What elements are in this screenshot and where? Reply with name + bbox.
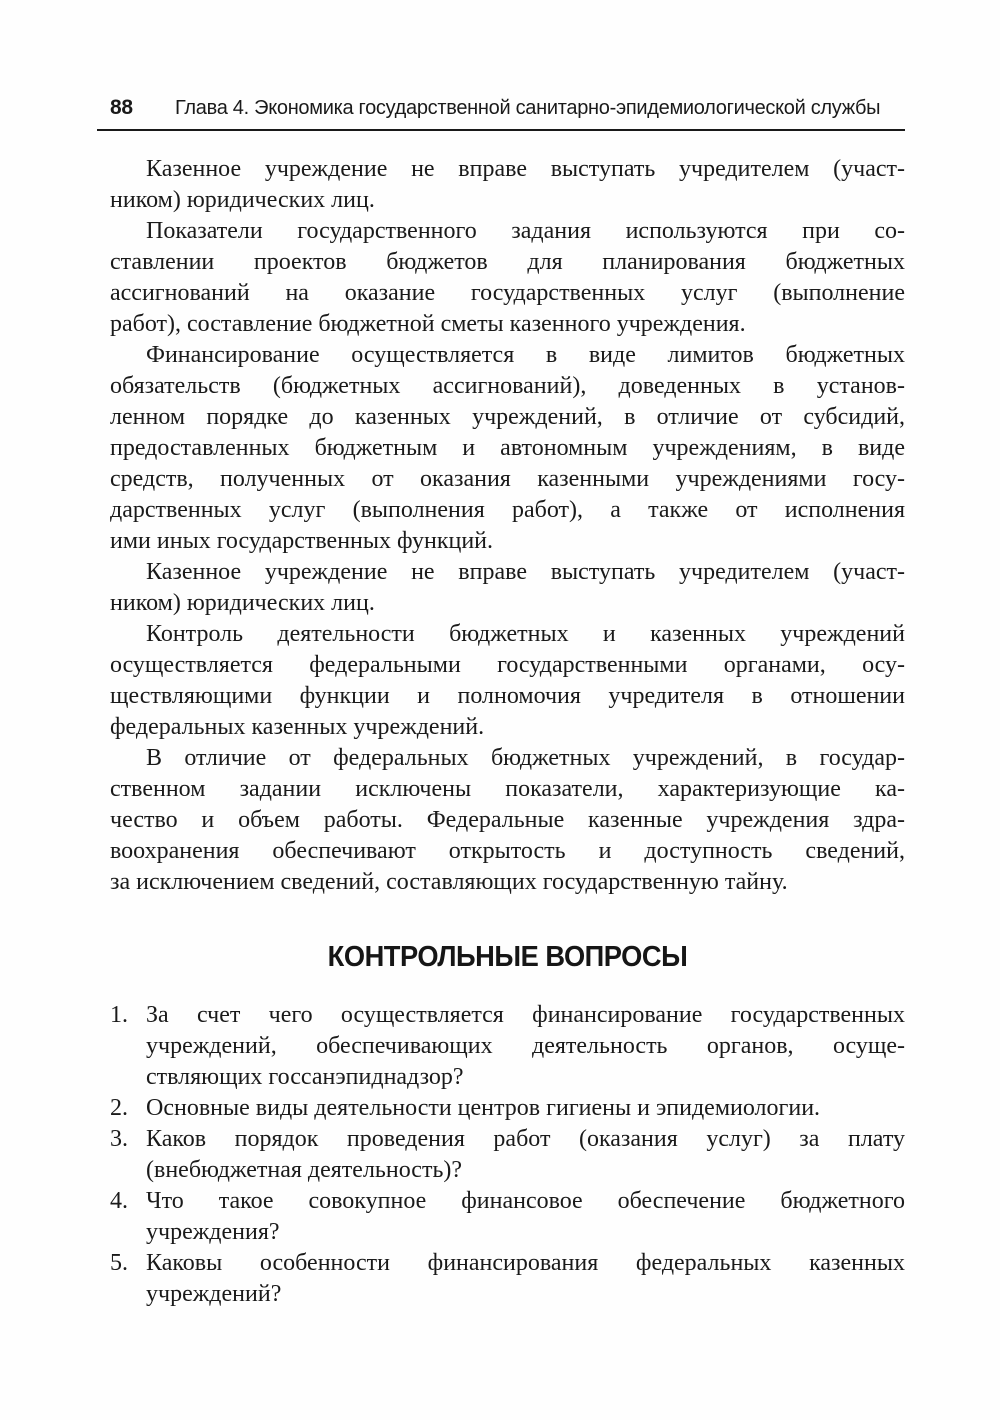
question-item — [110, 1124, 905, 1186]
text-line: ставлении проектов бюджетов для планирования бюджетных — [110, 249, 905, 275]
question-number: 4. — [110, 1188, 128, 1214]
question-number: 2. — [110, 1095, 128, 1121]
body-text — [110, 154, 905, 898]
text-line: ществляющими функции и полномочия учредителя в отношении — [110, 683, 905, 709]
text-line: федеральных казенных учреждений. — [110, 714, 485, 740]
question-text — [146, 1000, 905, 1093]
question-item — [110, 1093, 905, 1124]
question-text — [146, 1186, 905, 1248]
text-line: Что такое совокупное финансовое обеспечение бюджетного — [146, 1188, 905, 1214]
text-line: учреждения? — [146, 1219, 280, 1245]
text-line: (внебюджетная деятельность)? — [146, 1157, 463, 1183]
text-line: Казенное учреждение не вправе выступать учредителем (участ- — [146, 559, 905, 585]
text-line: средств, полученных от оказания казенными учреждениями госу- — [110, 466, 905, 492]
text-line: за исключением сведений, составляющих государственную тайну. — [110, 869, 788, 895]
text-line: обязательств (бюджетных ассигнований), доведенных в установ- — [110, 373, 905, 399]
paragraph — [110, 557, 905, 619]
paragraph — [110, 216, 905, 340]
question-number: 5. — [110, 1250, 128, 1276]
question-text — [146, 1124, 905, 1186]
text-line: Каков порядок проведения работ (оказания услуг) за плату — [146, 1126, 905, 1152]
question-item — [110, 1248, 905, 1310]
header-rule — [97, 129, 905, 131]
text-line: Показатели государственного задания используются при со- — [146, 218, 905, 244]
text-line: ассигнований на оказание государственных услуг (выполнение — [110, 280, 905, 306]
text-line: воохранения обеспечивают открытость и доступность сведений, — [110, 838, 905, 864]
question-item — [110, 1186, 905, 1248]
text-line: Казенное учреждение не вправе выступать учредителем (участ- — [146, 156, 905, 182]
text-line: Финансирование осуществляется в виде лимитов бюджетных — [146, 342, 905, 368]
paragraph — [110, 154, 905, 216]
text-line: Контроль деятельности бюджетных и казенных учреждений — [146, 621, 905, 647]
paragraph — [110, 619, 905, 743]
text-line: работ), составление бюджетной сметы казенного учреждения. — [110, 311, 746, 337]
text-line: учреждений? — [146, 1281, 282, 1307]
page-number: 88 — [110, 96, 133, 119]
text-line: предоставленных бюджетным и автономным учреждениям, в виде — [110, 435, 905, 461]
text-line: В отличие от федеральных бюджетных учреждений, в государ- — [146, 745, 905, 771]
text-line: Основные виды деятельности центров гигиены и эпидемиологии. — [146, 1095, 821, 1121]
text-line: осуществляется федеральными государственными органами, осу- — [110, 652, 905, 678]
text-line: чество и объем работы. Федеральные казенные учреждения здра- — [110, 807, 905, 833]
text-line: ником) юридических лиц. — [110, 187, 375, 213]
text-line: учреждений, обеспечивающих деятельность органов, осуще- — [146, 1033, 905, 1059]
question-text — [146, 1248, 905, 1310]
text-line: ствляющих госсанэпиднадзор? — [146, 1064, 464, 1090]
question-item — [110, 1000, 905, 1093]
text-line: дарственных услуг (выполнения работ), а также от исполнения — [110, 497, 905, 523]
text-line: ленном порядке до казенных учреждений, в отличие от субсидий, — [110, 404, 905, 430]
text-line: Каковы особенности финансирования федеральных казенных — [146, 1250, 905, 1276]
question-text — [146, 1093, 905, 1124]
chapter-title: Глава 4. Экономика государственной санитарно-эпидемиологической службы — [175, 97, 881, 119]
question-number: 1. — [110, 1002, 128, 1028]
question-number: 3. — [110, 1126, 128, 1152]
text-line: ими иных государственных функций. — [110, 528, 494, 554]
text-line: ственном задании исключены показатели, характеризующие ка- — [110, 776, 905, 802]
paragraph — [110, 340, 905, 557]
text-line: За счет чего осуществляется финансирование государственных — [146, 1002, 905, 1028]
text-line: ником) юридических лиц. — [110, 590, 375, 616]
question-list — [110, 1000, 905, 1310]
running-head — [110, 96, 905, 120]
paragraph — [110, 743, 905, 898]
section-heading: КОНТРОЛЬНЫЕ ВОПРОСЫ — [327, 941, 688, 973]
